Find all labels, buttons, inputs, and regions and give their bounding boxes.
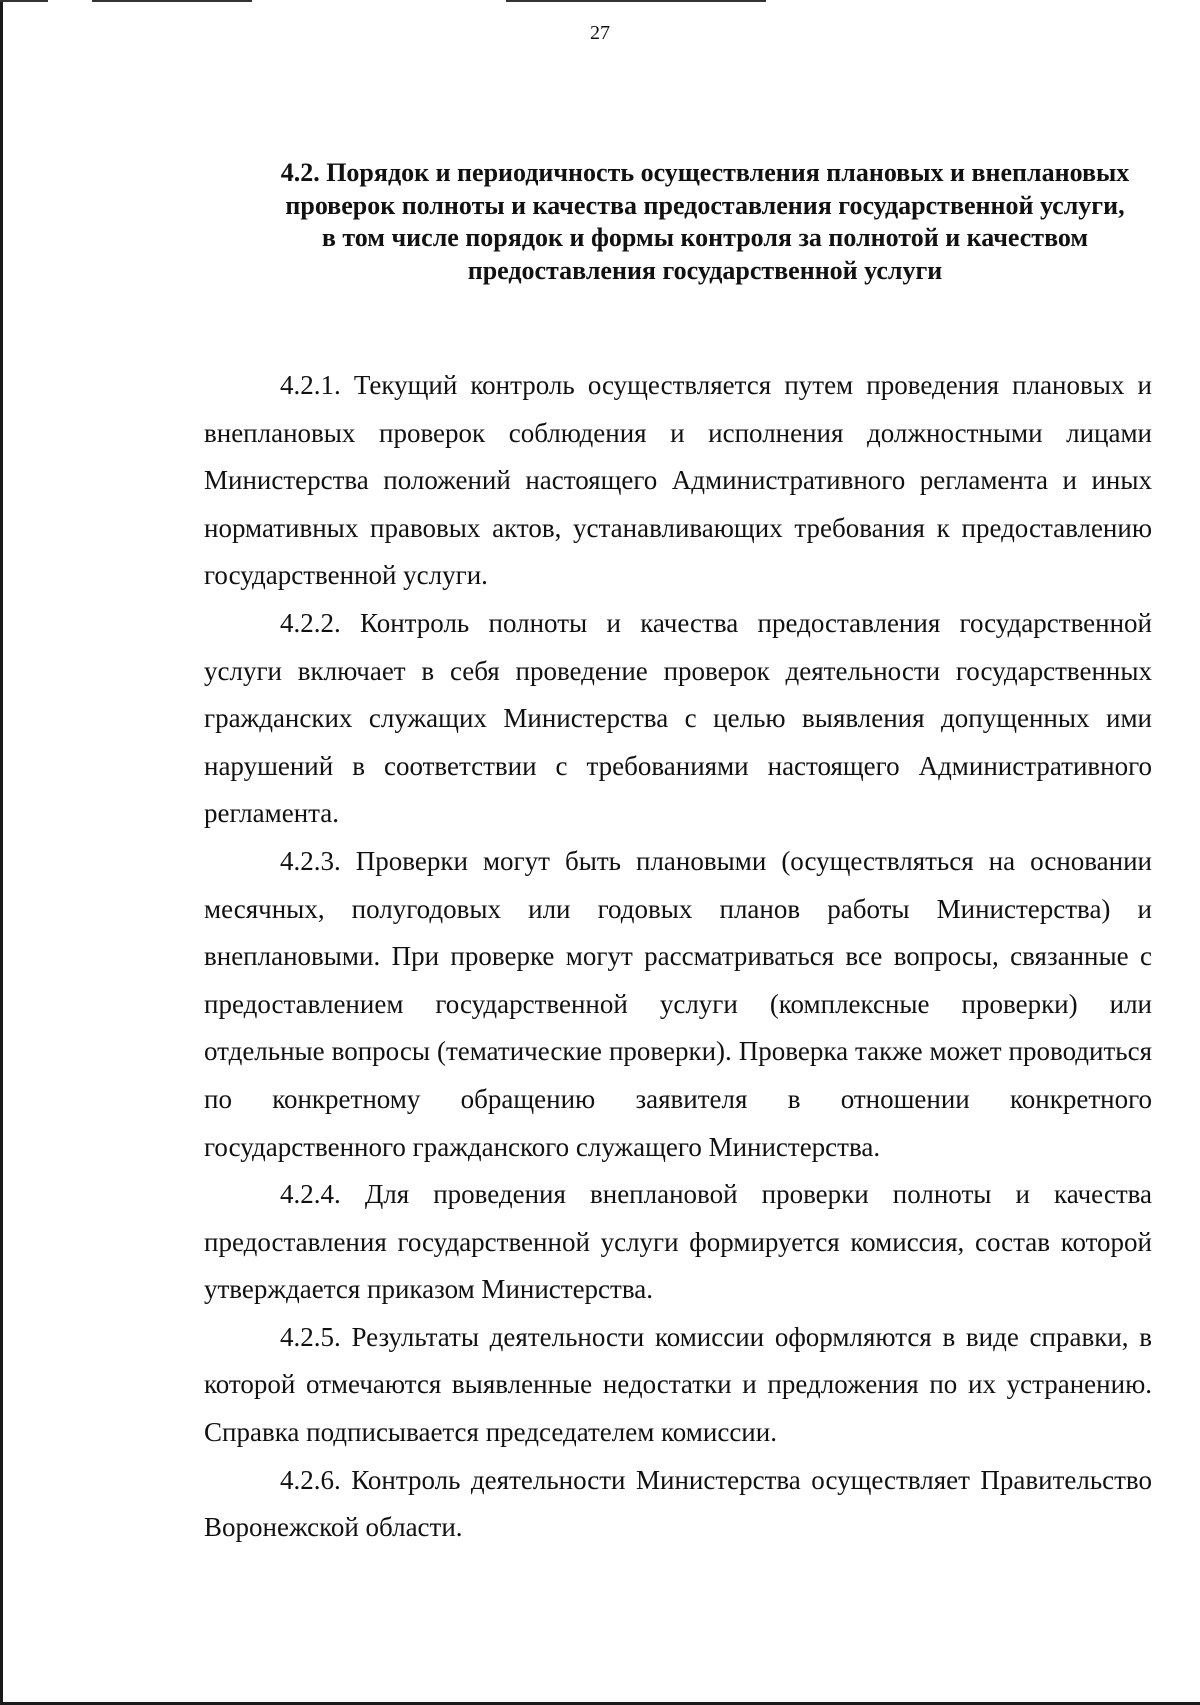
scan-edge-left <box>0 0 3 1705</box>
paragraph-4-2-1: 4.2.1. Текущий контроль осуществляется путем проведения плановых и внеплановых проверок соблюдения и исполнения должностными лицами Министерства положений настоящего Административного регламента и иных нормативных правовых актов, устанавливающих требования к предоставлению государственной услуги. <box>204 370 1152 591</box>
page-number: 27 <box>590 22 610 44</box>
paragraph-4-2-5: 4.2.5. Результаты деятельности комиссии оформляются в виде справки, в которой отмечаются выявленные недостатки и предложения по их устранению. Справка подписывается председателем комиссии. <box>204 1321 1152 1448</box>
body-text <box>204 362 1152 1552</box>
paragraph-4-2-3: 4.2.3. Проверки могут быть плановыми (осуществляться на основании месячных, полугодовых или годовых планов работы Министерства) и внеплановыми. При проверке могут рассматриваться все вопросы, связанные с предоставлением государственной услуги (комплексные проверки) или отдельные вопросы (тематические проверки). Проверка также может проводиться по конкретному обращению заявителя в отношении конкретного государственного гражданского служащего Министерства. <box>204 845 1152 1162</box>
scan-edge-top <box>0 0 1200 2</box>
paragraph-4-2-2: 4.2.2. Контроль полноты и качества предоставления государственной услуги включает в себя проведение проверок деятельности государственных гражданских служащих Министерства с целью выявления допущенных ими нарушений в соответствии с требованиями настоящего Административного регламента. <box>204 607 1152 829</box>
paragraph-4-2-4: 4.2.4. Для проведения внеплановой проверки полноты и качества предоставления государственной услуги формируется комиссия, состав которой утверждается приказом Министерства. <box>204 1179 1152 1305</box>
paragraph-4-2-6: 4.2.6. Контроль деятельности Министерства осуществляет Правительство Воронежской области. <box>204 1464 1152 1543</box>
section-title: 4.2. Порядок и периодичность осуществления плановых и внеплановых проверок полноты и качества предоставления государственной услуги, в том числе порядок и формы контроля за полнотой и качеством предоставления государственной услуги <box>280 158 1130 285</box>
